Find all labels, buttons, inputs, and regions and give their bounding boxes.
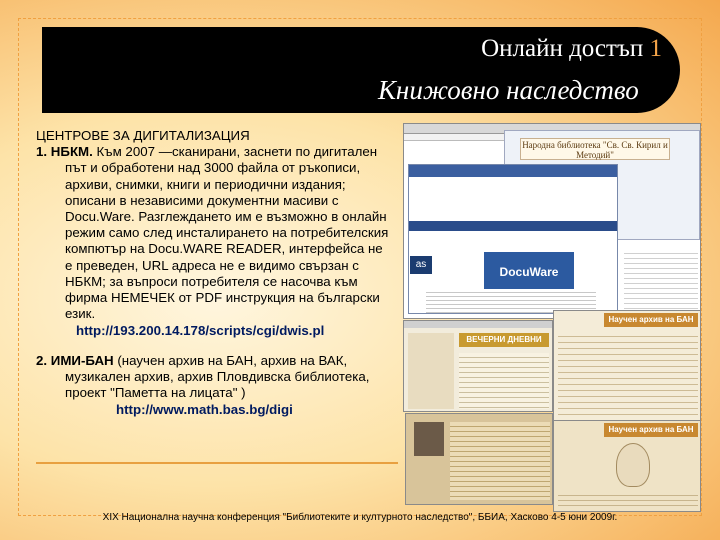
nbkm-link[interactable]: http://193.200.14.178/scripts/cgi/dwis.pl bbox=[76, 323, 325, 339]
archive-banner: Научен архив на БАН bbox=[604, 423, 698, 437]
item-text: Към 2007 —сканирани, заснети по дигитален път и обработени над 3000 файла от ръкописи, архиви, снимки, книги и периодични издания; описани в независими документни масиви с Docu.Ware. Разглеждането им е възможно в онлайн режим само след инсталирането на потребителския компютър на Docu.WARE READER, интерфейса не е преведен, URL адреса не е видимо свързан с НБКМ; за въпроси потребителя се насочва към фирма НЕМЕЧЕК от PDF инструкция на български език. bbox=[65, 144, 389, 322]
library-logo: Народна библиотека "Св. Св. Кирил и Методий" bbox=[520, 138, 670, 160]
archive-text bbox=[459, 353, 549, 409]
slide-subtitle: Книжовно наследство bbox=[378, 75, 639, 105]
section-heading: ЦЕНТРОВЕ ЗА ДИГИТАЛИЗАЦИЯ bbox=[36, 128, 250, 143]
docuware-logo: DocuWare bbox=[484, 252, 574, 292]
archive-screenshot-3 bbox=[405, 413, 553, 505]
slide-title: Онлайн достъп 1 bbox=[481, 35, 662, 62]
portrait-drawing bbox=[616, 443, 650, 487]
page-sidebar-text bbox=[624, 249, 698, 313]
archive-screenshot-2 bbox=[553, 310, 701, 428]
portrait-photo bbox=[414, 422, 444, 456]
nbkm-website-screenshot bbox=[403, 123, 701, 319]
footer-conference: XIX Национална научна конференция "Библиотеките и културното наследство", ББИА, Хасково 4-5 юни 2009г. bbox=[102, 512, 618, 523]
slide-content bbox=[36, 128, 390, 418]
item-label: 1. НБКМ. bbox=[36, 144, 93, 160]
item-text: (научен архив на БАН, архив на ВАК, музикален архив, архив Пловдивска библиотека, проект "Паметта на лицата" ) bbox=[65, 352, 370, 401]
archive-text bbox=[558, 331, 698, 425]
page-navbar bbox=[409, 221, 617, 231]
archive-screenshot-4 bbox=[553, 420, 701, 512]
archive-text bbox=[450, 422, 550, 500]
archive-banner: ВЕЧЕРНИ ДНЕВНИ bbox=[459, 333, 549, 347]
archive-screenshot-1 bbox=[403, 320, 553, 412]
archive-banner: Научен архив на БАН bbox=[604, 313, 698, 327]
page-header bbox=[409, 165, 617, 177]
as-logo-icon: as bbox=[410, 256, 432, 274]
archive-text bbox=[558, 491, 698, 509]
browser-toolbar bbox=[404, 321, 552, 328]
imi-ban-link[interactable]: http://www.math.bas.bg/digi bbox=[116, 402, 293, 418]
item-label: 2. ИМИ-БАН bbox=[36, 352, 114, 368]
archive-sidebar bbox=[408, 333, 454, 409]
list-item-nbkm bbox=[36, 144, 390, 322]
divider-line bbox=[36, 462, 398, 464]
slide-number: 1 bbox=[649, 35, 662, 62]
list-item-imi-ban bbox=[36, 353, 390, 402]
